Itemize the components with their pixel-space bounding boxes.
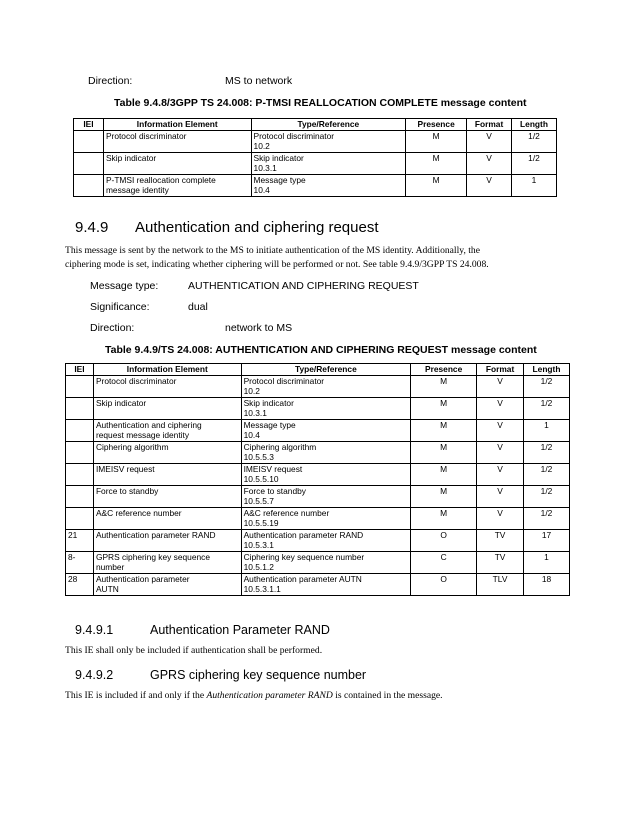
cell-type: Message type 10.4 bbox=[251, 174, 406, 196]
table-row bbox=[66, 441, 570, 463]
cell-presence: M bbox=[411, 441, 477, 463]
cell-iei bbox=[66, 485, 94, 507]
table-row bbox=[66, 419, 570, 441]
ie-table-ptmsi-reallocation-complete bbox=[73, 118, 557, 197]
header-information-element: Information Element bbox=[93, 364, 241, 376]
table-row bbox=[66, 375, 570, 397]
cell-element: A&C reference number bbox=[93, 507, 241, 529]
table-row bbox=[66, 529, 570, 551]
cell-iei bbox=[66, 441, 94, 463]
cell-format: TV bbox=[477, 529, 524, 551]
cell-length: 1/2 bbox=[524, 485, 570, 507]
header-information-element: Information Element bbox=[103, 119, 251, 131]
cell-length: 18 bbox=[524, 573, 570, 595]
cell-length: 1 bbox=[524, 551, 570, 573]
cell-format: V bbox=[477, 419, 524, 441]
subsection-paragraph: This IE shall only be included if authentication shall be performed. bbox=[65, 645, 323, 656]
cell-iei bbox=[66, 375, 94, 397]
subsection-paragraph: This IE is included if and only if the Authentication parameter RAND is contained in the message. bbox=[65, 690, 443, 701]
cell-length: 1/2 bbox=[524, 507, 570, 529]
cell-format: V bbox=[477, 375, 524, 397]
header-format: Format bbox=[477, 364, 524, 376]
cell-iei bbox=[74, 130, 104, 152]
cell-length: 1/2 bbox=[512, 130, 557, 152]
cell-length: 1/2 bbox=[524, 441, 570, 463]
cell-iei bbox=[66, 463, 94, 485]
cell-length: 17 bbox=[524, 529, 570, 551]
ie-table-authentication-ciphering-request bbox=[65, 363, 570, 596]
message-type-value: AUTHENTICATION AND CIPHERING REQUEST bbox=[188, 280, 419, 292]
cell-presence: C bbox=[411, 551, 477, 573]
cell-element: Authentication and ciphering request message identity bbox=[93, 419, 241, 441]
cell-length: 1/2 bbox=[524, 397, 570, 419]
cell-format: V bbox=[467, 152, 512, 174]
cell-type: Skip indicator 10.3.1 bbox=[241, 397, 411, 419]
header-iei: IEI bbox=[74, 119, 104, 131]
cell-length: 1 bbox=[524, 419, 570, 441]
subsection-number: 9.4.9.1 bbox=[75, 623, 114, 637]
section-paragraph-line-1: This message is sent by the network to the MS to initiate authentication of the MS identity. Additionally, the bbox=[65, 245, 480, 256]
subsection-number: 9.4.9.2 bbox=[75, 668, 114, 682]
cell-type: Authentication parameter AUTN 10.5.3.1.1 bbox=[241, 573, 411, 595]
cell-length: 1/2 bbox=[524, 375, 570, 397]
cell-iei: 8- bbox=[66, 551, 94, 573]
cell-element: Skip indicator bbox=[93, 397, 241, 419]
cell-presence: M bbox=[406, 152, 467, 174]
cell-element: Skip indicator bbox=[103, 152, 251, 174]
table-header-row bbox=[66, 364, 570, 376]
cell-element: GPRS ciphering key sequence number bbox=[93, 551, 241, 573]
cell-type: A&C reference number 10.5.5.19 bbox=[241, 507, 411, 529]
cell-format: TV bbox=[477, 551, 524, 573]
header-presence: Presence bbox=[406, 119, 467, 131]
cell-type: Ciphering algorithm 10.5.5.3 bbox=[241, 441, 411, 463]
header-type-reference: Type/Reference bbox=[251, 119, 406, 131]
header-length: Length bbox=[524, 364, 570, 376]
cell-presence: M bbox=[411, 485, 477, 507]
table-header-row bbox=[74, 119, 557, 131]
cell-iei: 28 bbox=[66, 573, 94, 595]
subsection-heading bbox=[75, 623, 330, 637]
cell-element: IMEISV request bbox=[93, 463, 241, 485]
header-type-reference: Type/Reference bbox=[241, 364, 411, 376]
cell-presence: M bbox=[411, 375, 477, 397]
subsection-title: Authentication Parameter RAND bbox=[150, 623, 330, 637]
cell-element: P-TMSI reallocation complete message identity bbox=[103, 174, 251, 196]
table-row bbox=[66, 485, 570, 507]
cell-presence: M bbox=[406, 130, 467, 152]
table-row bbox=[66, 507, 570, 529]
cell-type: Protocol discriminator 10.2 bbox=[251, 130, 406, 152]
cell-presence: M bbox=[411, 463, 477, 485]
table-caption: Table 9.4.9/TS 24.008: AUTHENTICATION AND CIPHERING REQUEST message content bbox=[105, 344, 537, 356]
direction-label: Direction: bbox=[90, 322, 135, 334]
cell-type: Message type 10.4 bbox=[241, 419, 411, 441]
cell-element: Ciphering algorithm bbox=[93, 441, 241, 463]
table-caption: Table 9.4.8/3GPP TS 24.008: P-TMSI REALLOCATION COMPLETE message content bbox=[114, 97, 527, 109]
section-paragraph-line-2: ciphering mode is set, indicating whether ciphering will be performed or not. See table 9.4.9/3GPP TS 24.008. bbox=[65, 259, 489, 270]
cell-presence: O bbox=[411, 529, 477, 551]
header-format: Format bbox=[467, 119, 512, 131]
direction-value: MS to network bbox=[225, 75, 293, 87]
section-title: Authentication and ciphering request bbox=[135, 219, 379, 236]
section-heading bbox=[75, 219, 379, 236]
cell-format: V bbox=[477, 397, 524, 419]
cell-iei bbox=[66, 419, 94, 441]
significance-value: dual bbox=[188, 301, 208, 313]
direction-value: network to MS bbox=[225, 322, 293, 334]
cell-format: V bbox=[477, 441, 524, 463]
cell-format: TLV bbox=[477, 573, 524, 595]
table-row bbox=[74, 174, 557, 196]
cell-type: IMEISV request 10.5.5.10 bbox=[241, 463, 411, 485]
cell-iei bbox=[66, 397, 94, 419]
section-number: 9.4.9 bbox=[75, 219, 109, 236]
cell-element: Protocol discriminator bbox=[103, 130, 251, 152]
header-iei: IEI bbox=[66, 364, 94, 376]
cell-format: V bbox=[477, 507, 524, 529]
cell-format: V bbox=[467, 130, 512, 152]
cell-type: Protocol discriminator 10.2 bbox=[241, 375, 411, 397]
table-row bbox=[66, 463, 570, 485]
header-length: Length bbox=[512, 119, 557, 131]
cell-format: V bbox=[467, 174, 512, 196]
significance-label: Significance: bbox=[90, 301, 150, 313]
cell-iei: 21 bbox=[66, 529, 94, 551]
cell-length: 1/2 bbox=[524, 463, 570, 485]
table-row bbox=[74, 130, 557, 152]
cell-format: V bbox=[477, 485, 524, 507]
message-type-label: Message type: bbox=[90, 280, 159, 292]
cell-type: Authentication parameter RAND 10.5.3.1 bbox=[241, 529, 411, 551]
cell-element: Authentication parameter AUTN bbox=[93, 573, 241, 595]
cell-presence: M bbox=[411, 419, 477, 441]
table-row bbox=[66, 397, 570, 419]
cell-length: 1 bbox=[512, 174, 557, 196]
cell-length: 1/2 bbox=[512, 152, 557, 174]
cell-iei bbox=[74, 174, 104, 196]
cell-element: Force to standby bbox=[93, 485, 241, 507]
cell-iei bbox=[66, 507, 94, 529]
table-row bbox=[74, 152, 557, 174]
cell-format: V bbox=[477, 463, 524, 485]
table-row bbox=[66, 573, 570, 595]
header-presence: Presence bbox=[411, 364, 477, 376]
cell-presence: O bbox=[411, 573, 477, 595]
cell-element: Authentication parameter RAND bbox=[93, 529, 241, 551]
cell-type: Force to standby 10.5.5.7 bbox=[241, 485, 411, 507]
cell-iei bbox=[74, 152, 104, 174]
cell-presence: M bbox=[406, 174, 467, 196]
cell-type: Skip indicator 10.3.1 bbox=[251, 152, 406, 174]
cell-type: Ciphering key sequence number 10.5.1.2 bbox=[241, 551, 411, 573]
cell-presence: M bbox=[411, 507, 477, 529]
ie-name-italic: Authentication parameter RAND bbox=[206, 690, 333, 701]
table-row bbox=[66, 551, 570, 573]
cell-element: Protocol discriminator bbox=[93, 375, 241, 397]
subsection-title: GPRS ciphering key sequence number bbox=[150, 668, 367, 682]
cell-presence: M bbox=[411, 397, 477, 419]
direction-label: Direction: bbox=[88, 75, 133, 87]
subsection-heading bbox=[75, 668, 366, 682]
